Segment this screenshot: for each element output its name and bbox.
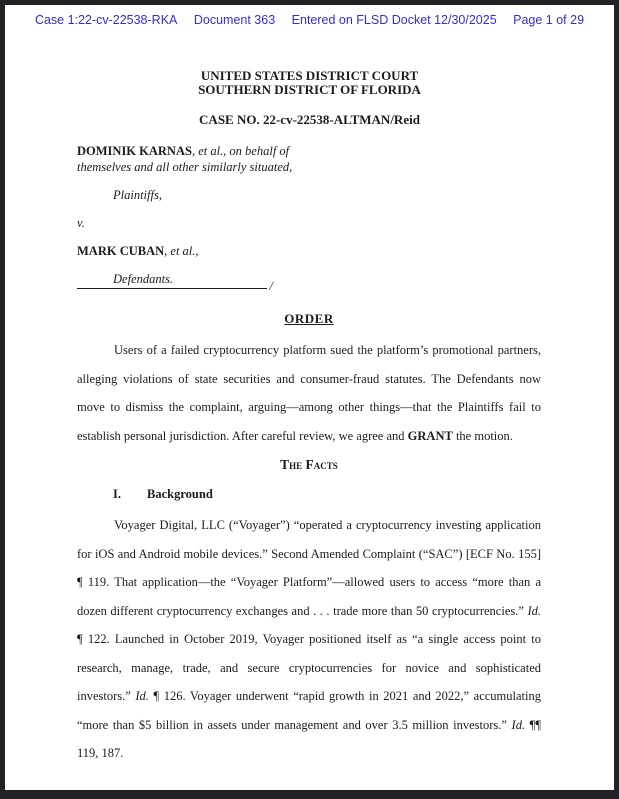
plaintiffs-label: Plaintiffs, (113, 188, 162, 202)
defendants-label: Defendants. (113, 272, 174, 286)
defendant-name: MARK CUBAN (77, 244, 165, 258)
court-title (5, 69, 614, 97)
docket-document-number: Document 363 (193, 13, 276, 27)
plaintiff-caption-line (77, 144, 541, 160)
case-caption (77, 144, 541, 293)
background-text-4: ¶¶ 119, 187. (77, 717, 541, 760)
facts-heading: The Facts (280, 457, 338, 472)
background-text-2: ¶ 122. Launched in October 2019, Voyager positioned itself as “a single access point to research, manage, trade, and secure cryptocurrencies for novice and sophisticated investors.” (77, 632, 541, 703)
plaintiff-name: DOMINIK KARNAS (77, 144, 192, 158)
section-number: I. (113, 487, 121, 501)
id-citation-2: Id. (135, 689, 149, 703)
docket-stamp-header (5, 13, 614, 27)
order-intro-text: Users of a failed cryptocurrency platform sued the platform’s promotional partners, alleging violations of state securities and consumer-fraud statutes. The Defendants now move to dismiss the complaint, arguing—among other things—that the Plaintiffs fail to establish personal jurisdiction. After careful review, we agree and (77, 343, 541, 443)
background-text-1: Voyager Digital, LLC (“Voyager”) “operated a cryptocurrency investing application for iOS and Android mobile devices.” Second Amended Complaint (“SAC”) [ECF No. 155] ¶ 119. That application—the “Voyager Platform”—allowed users to access “more than a dozen different cryptocurrency exchanges and . . . trade more than 50 cryptocurrencies.” (77, 518, 541, 618)
docket-entered-date: Entered on FLSD Docket 12/30/2025 (291, 13, 497, 27)
court-title-line2: SOUTHERN DISTRICT OF FLORIDA (198, 82, 421, 97)
section-title: Background (147, 487, 213, 501)
defendant-caption-line (77, 244, 541, 259)
docket-case-number: Case 1:22-cv-22538-RKA (34, 13, 178, 27)
document-body (77, 144, 541, 768)
order-heading: ORDER (284, 311, 334, 326)
background-text-3: ¶ 126. Voyager underwent “rapid growth in 2021 and 2022,” accumulating “more than $5 billion in assets under management and over 3.5 million investors.” (77, 689, 541, 732)
case-number-heading: CASE NO. 22-cv-22538-ALTMAN/Reid (199, 112, 420, 127)
id-citation-3: Id. (511, 717, 526, 732)
order-intro-text-end: the motion. (452, 428, 513, 443)
plaintiff-etal: , et al., on behalf of (191, 144, 290, 158)
grant-emphasis: GRANT (407, 428, 453, 443)
plaintiff-caption-line2: themselves and all other similarly situated, (77, 159, 293, 174)
document-page (5, 5, 614, 790)
docket-page-number: Page 1 of 29 (513, 13, 585, 27)
background-paragraph (77, 511, 541, 768)
caption-separator-slash: / (269, 279, 273, 293)
court-title-line1: UNITED STATES DISTRICT COURT (200, 68, 419, 83)
background-section-heading (113, 487, 541, 502)
versus-label: v. (77, 216, 85, 230)
defendant-etal: , et al., (164, 244, 199, 258)
id-citation-1: Id. (527, 603, 541, 618)
order-introduction-paragraph (77, 336, 541, 450)
